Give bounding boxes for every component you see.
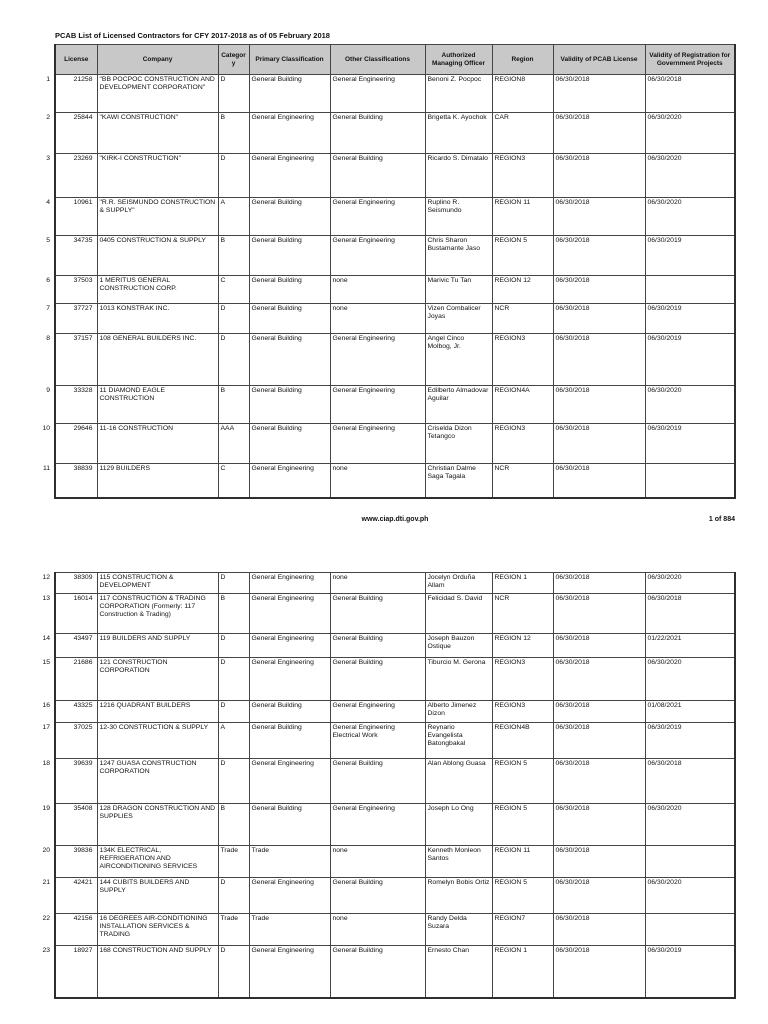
other-classifications-cell: none [330,276,425,304]
row-number-cell: 13 [39,594,55,634]
pcab-validity-cell: 06/30/2018 [553,946,645,998]
row-number-cell: 20 [39,846,55,878]
gov-validity-cell: 06/30/2018 [645,75,735,113]
managing-officer-cell: Brigetta K. Ayochok [425,113,492,154]
license-cell: 10961 [55,198,97,236]
footer-page-indicator: 1 of 884 [708,516,735,523]
license-cell: 35408 [55,804,97,846]
region-cell: REGION4B [492,723,553,759]
table-row [39,236,735,276]
row-number-cell: 10 [39,424,55,464]
pcab-validity-cell: 06/30/2018 [553,846,645,878]
primary-classification-cell: General Building [249,236,330,276]
table-row [39,846,735,878]
other-classifications-cell: General Engineering [330,236,425,276]
category-cell: D [218,634,249,658]
gov-validity-cell: 06/30/2019 [645,304,735,334]
row-number-cell: 7 [39,304,55,334]
region-cell: REGION3 [492,154,553,198]
gov-validity-cell [645,276,735,304]
region-cell: REGION 1 [492,946,553,998]
primary-classification-cell: General Engineering [249,878,330,914]
company-cell: 11 DIAMOND EAGLE CONSTRUCTION [97,386,218,424]
table-row [39,386,735,424]
category-cell: D [218,154,249,198]
region-cell: NCR [492,594,553,634]
company-cell: 168 CONSTRUCTION AND SUPPLY [97,946,218,998]
license-cell: 39836 [55,846,97,878]
row-number-cell: 19 [39,804,55,846]
region-cell: REGION 5 [492,759,553,804]
region-cell: REGION 5 [492,878,553,914]
region-cell: REGION 5 [492,804,553,846]
primary-classification-cell: General Building [249,701,330,723]
gov-validity-cell: 06/30/2020 [645,154,735,198]
gov-validity-cell [645,914,735,946]
region-cell: REGION3 [492,658,553,701]
managing-officer-cell: Ernesto Chan [425,946,492,998]
table-row [39,276,735,304]
category-cell: B [218,804,249,846]
primary-classification-cell: General Building [249,198,330,236]
primary-classification-cell: Trade [249,846,330,878]
license-cell: 38839 [55,464,97,498]
gov-validity-cell: 06/30/2019 [645,424,735,464]
primary-classification-cell: General Engineering [249,759,330,804]
table-row [39,113,735,154]
license-cell: 21258 [55,75,97,113]
other-classifications-cell: General Building [330,759,425,804]
gov-validity-cell: 06/30/2020 [645,804,735,846]
other-classifications-cell: General Building [330,658,425,701]
license-cell: 21686 [55,658,97,701]
license-cell: 18927 [55,946,97,998]
company-cell: 144 CUBITS BUILDERS AND SUPPLY [97,878,218,914]
gov-validity-cell: 06/30/2018 [645,759,735,804]
category-cell: D [218,878,249,914]
column-header-managing-officer: Authorized Managing Officer [425,45,492,75]
column-header-license: License [55,45,97,75]
table-row [39,594,735,634]
other-classifications-cell: none [330,914,425,946]
pcab-validity-cell: 06/30/2018 [553,276,645,304]
pcab-validity-cell: 06/30/2018 [553,723,645,759]
license-cell: 37025 [55,723,97,759]
table-row [39,573,735,594]
row-number-cell: 5 [39,236,55,276]
other-classifications-cell: none [330,573,425,594]
managing-officer-cell: Joseph Bauzon Ostique [425,634,492,658]
table-row [39,634,735,658]
license-cell: 42421 [55,878,97,914]
other-classifications-cell: General Building [330,594,425,634]
managing-officer-cell: Criselda Dizon Tetangco [425,424,492,464]
table-row [39,759,735,804]
region-cell: NCR [492,304,553,334]
other-classifications-cell: General Engineering [330,701,425,723]
gov-validity-cell [645,464,735,498]
license-cell: 37157 [55,334,97,386]
company-cell: 115 CONSTRUCTION & DEVELOPMENT [97,573,218,594]
license-cell: 37503 [55,276,97,304]
license-cell: 37727 [55,304,97,334]
primary-classification-cell: General Building [249,304,330,334]
managing-officer-cell: Reynario Evangelista Batongbakal [425,723,492,759]
pcab-validity-cell: 06/30/2018 [553,878,645,914]
column-header-category: Category [218,45,249,75]
category-cell: D [218,304,249,334]
primary-classification-cell: General Engineering [249,658,330,701]
pcab-validity-cell: 06/30/2018 [553,334,645,386]
region-cell: REGION3 [492,701,553,723]
other-classifications-cell: General Engineering [330,804,425,846]
managing-officer-cell: Ruplino R. Seismundo [425,198,492,236]
footer-website: www.ciap.dti.gov.ph [361,516,429,523]
gov-validity-cell: 06/30/2019 [645,334,735,386]
other-classifications-cell: General Building [330,113,425,154]
gov-validity-cell: 06/30/2020 [645,113,735,154]
category-cell: D [218,759,249,804]
row-number-cell: 18 [39,759,55,804]
category-cell: A [218,723,249,759]
row-number-cell: 22 [39,914,55,946]
row-number-cell: 21 [39,878,55,914]
column-header-primary-classification: Primary Classification [249,45,330,75]
managing-officer-cell: Ricardo S. Dimatalo [425,154,492,198]
category-cell: C [218,464,249,498]
other-classifications-cell: none [330,464,425,498]
region-cell: NCR [492,464,553,498]
primary-classification-cell: General Engineering [249,464,330,498]
primary-classification-cell: Trade [249,914,330,946]
other-classifications-cell: General Building [330,634,425,658]
table-row [39,304,735,334]
category-cell: B [218,386,249,424]
gov-validity-cell: 06/30/2019 [645,946,735,998]
gov-validity-cell: 06/30/2020 [645,878,735,914]
row-number-cell: 12 [39,573,55,594]
other-classifications-cell: General Engineering [330,334,425,386]
row-number-cell: 4 [39,198,55,236]
category-cell: Trade [218,914,249,946]
region-cell: CAR [492,113,553,154]
license-cell: 23269 [55,154,97,198]
company-cell: 16 DEGREES AIR-CONDITIONING INSTALLATION SERVICES & TRADING [97,914,218,946]
row-number-cell: 23 [39,946,55,998]
category-cell: B [218,113,249,154]
company-cell: "KIRK-I CONSTRUCTION" [97,154,218,198]
gov-validity-cell: 01/22/2021 [645,634,735,658]
primary-classification-cell: General Engineering [249,113,330,154]
table-row [39,804,735,846]
gov-validity-cell [645,846,735,878]
pcab-validity-cell: 06/30/2018 [553,573,645,594]
table-header-row [39,45,735,75]
row-number-cell: 8 [39,334,55,386]
license-cell: 39639 [55,759,97,804]
region-cell: REGION 11 [492,198,553,236]
primary-classification-cell: General Engineering [249,594,330,634]
pcab-validity-cell: 06/30/2018 [553,658,645,701]
company-cell: "R.R. SEISMUNDO CONSTRUCTION & SUPPLY" [97,198,218,236]
row-number-gutter [39,45,55,75]
company-cell: "BB POCPOC CONSTRUCTION AND DEVELOPMENT CORPORATION" [97,75,218,113]
company-cell: "KAWI CONSTRUCTION" [97,113,218,154]
contractors-table-page-2 [39,572,736,999]
managing-officer-cell: Chris Sharon Bustamante Jaso [425,236,492,276]
table-row [39,75,735,113]
company-cell: 0405 CONSTRUCTION & SUPPLY [97,236,218,276]
primary-classification-cell: General Engineering [249,946,330,998]
category-cell: A [218,198,249,236]
company-cell: 11-16 CONSTRUCTION [97,424,218,464]
row-number-cell: 6 [39,276,55,304]
primary-classification-cell: General Building [249,723,330,759]
other-classifications-cell: General Building [330,154,425,198]
gov-validity-cell: 06/30/2020 [645,658,735,701]
other-classifications-cell: General Engineering [330,198,425,236]
table-row [39,914,735,946]
table-row [39,198,735,236]
license-cell: 33328 [55,386,97,424]
row-number-cell: 14 [39,634,55,658]
other-classifications-cell: General Building [330,878,425,914]
table-row [39,464,735,498]
column-header-gov-validity: Validity of Registration for Government Projects [645,45,735,75]
gov-validity-cell: 06/30/2020 [645,198,735,236]
managing-officer-cell: Alan Ablong Guasa [425,759,492,804]
region-cell: REGION 12 [492,634,553,658]
license-cell: 29646 [55,424,97,464]
managing-officer-cell: Benoni Z. Pocpoc [425,75,492,113]
license-cell: 25844 [55,113,97,154]
table-row [39,334,735,386]
category-cell: B [218,236,249,276]
primary-classification-cell: General Engineering [249,573,330,594]
other-classifications-cell: none [330,304,425,334]
other-classifications-cell: General Engineering [330,75,425,113]
column-header-region: Region [492,45,553,75]
managing-officer-cell: Joseph Lo Ong [425,804,492,846]
row-number-cell: 16 [39,701,55,723]
row-number-cell: 3 [39,154,55,198]
region-cell: REGION 12 [492,276,553,304]
category-cell: D [218,334,249,386]
table-row [39,424,735,464]
category-cell: D [218,946,249,998]
license-cell: 16014 [55,594,97,634]
license-cell: 43497 [55,634,97,658]
primary-classification-cell: General Building [249,386,330,424]
license-cell: 38309 [55,573,97,594]
managing-officer-cell: Kenneth Monleon Santos [425,846,492,878]
company-cell: 1 MERITUS GENERAL CONSTRUCTION CORP. [97,276,218,304]
company-cell: 108 GENERAL BUILDERS INC. [97,334,218,386]
primary-classification-cell: General Building [249,334,330,386]
other-classifications-cell: General Engineering Electrical Work [330,723,425,759]
pcab-validity-cell: 06/30/2018 [553,198,645,236]
pcab-validity-cell: 06/30/2018 [553,701,645,723]
primary-classification-cell: General Engineering [249,154,330,198]
company-cell: 12-30 CONSTRUCTION & SUPPLY [97,723,218,759]
pcab-validity-cell: 06/30/2018 [553,594,645,634]
region-cell: REGION 11 [492,846,553,878]
column-header-other-classifications: Other Classifications [330,45,425,75]
other-classifications-cell: General Engineering [330,386,425,424]
company-cell: 117 CONSTRUCTION & TRADING CORPORATION (Formerly: 117 Construction & Trading) [97,594,218,634]
primary-classification-cell: General Engineering [249,634,330,658]
pcab-validity-cell: 06/30/2018 [553,804,645,846]
company-cell: 1013 KONSTRAK INC. [97,304,218,334]
company-cell: 119 BUILDERS AND SUPPLY [97,634,218,658]
row-number-cell: 9 [39,386,55,424]
gov-validity-cell: 01/08/2021 [645,701,735,723]
pcab-validity-cell: 06/30/2018 [553,75,645,113]
row-number-cell: 15 [39,658,55,701]
pcab-validity-cell: 06/30/2018 [553,154,645,198]
row-number-cell: 11 [39,464,55,498]
pcab-validity-cell: 06/30/2018 [553,113,645,154]
region-cell: REGION8 [492,75,553,113]
company-cell: 1247 GUASA CONSTRUCTION CORPORATION [97,759,218,804]
primary-classification-cell: General Building [249,75,330,113]
company-cell: 1129 BUILDERS [97,464,218,498]
pcab-validity-cell: 06/30/2018 [553,464,645,498]
company-cell: 134K ELECTRICAL, REFRIGERATION AND AIRCONDITIONING SERVICES [97,846,218,878]
column-header-pcab-validity: Validity of PCAB License [553,45,645,75]
pcab-validity-cell: 06/30/2018 [553,386,645,424]
table-row [39,946,735,998]
row-number-cell: 1 [39,75,55,113]
table-row [39,723,735,759]
company-cell: 121 CONSTRUCTION CORPORATION [97,658,218,701]
managing-officer-cell: Felicidad S. David [425,594,492,634]
company-cell: 128 DRAGON CONSTRUCTION AND SUPPLIES [97,804,218,846]
table-row [39,878,735,914]
table-row [39,658,735,701]
primary-classification-cell: General Building [249,804,330,846]
managing-officer-cell: Romelyn Bobis Ortiz [425,878,492,914]
managing-officer-cell: Randy Delda Suzara [425,914,492,946]
document-title: PCAB List of Licensed Contractors for CFY 2017-2018 as of 05 February 2018 [55,31,330,40]
category-cell: Trade [218,846,249,878]
managing-officer-cell: Edilberto Almadovar Aguilar [425,386,492,424]
region-cell: REGION3 [492,334,553,386]
gov-validity-cell: 06/30/2018 [645,594,735,634]
pcab-validity-cell: 06/30/2018 [553,236,645,276]
region-cell: REGION3 [492,424,553,464]
table-row [39,701,735,723]
region-cell: REGION4A [492,386,553,424]
managing-officer-cell: Jocelyn Orduña Allam [425,573,492,594]
other-classifications-cell: General Engineering [330,424,425,464]
managing-officer-cell: Christian Dalme Saga Tagala [425,464,492,498]
managing-officer-cell: Angel Cinco Molbog, Jr. [425,334,492,386]
other-classifications-cell: none [330,846,425,878]
pcab-validity-cell: 06/30/2018 [553,304,645,334]
pcab-validity-cell: 06/30/2018 [553,759,645,804]
column-header-company: Company [97,45,218,75]
managing-officer-cell: Alberto Jimenez Dizon [425,701,492,723]
pcab-validity-cell: 06/30/2018 [553,424,645,464]
pcab-validity-cell: 06/30/2018 [553,914,645,946]
region-cell: REGION 5 [492,236,553,276]
row-number-cell: 17 [39,723,55,759]
pcab-validity-cell: 06/30/2018 [553,634,645,658]
license-cell: 42156 [55,914,97,946]
category-cell: B [218,594,249,634]
contractors-table-page-1 [39,44,736,499]
managing-officer-cell: Vizen Combalicer Joyas [425,304,492,334]
category-cell: AAA [218,424,249,464]
category-cell: D [218,701,249,723]
region-cell: REGION7 [492,914,553,946]
category-cell: D [218,573,249,594]
license-cell: 34735 [55,236,97,276]
category-cell: D [218,75,249,113]
license-cell: 43325 [55,701,97,723]
region-cell: REGION 1 [492,573,553,594]
company-cell: 1216 QUADRANT BUILDERS [97,701,218,723]
gov-validity-cell: 06/30/2020 [645,573,735,594]
row-number-cell: 2 [39,113,55,154]
gov-validity-cell: 06/30/2019 [645,236,735,276]
category-cell: C [218,276,249,304]
page-footer [55,516,735,526]
gov-validity-cell: 06/30/2019 [645,723,735,759]
primary-classification-cell: General Building [249,276,330,304]
managing-officer-cell: Tiburcio M. Gerona [425,658,492,701]
gov-validity-cell: 06/30/2020 [645,386,735,424]
other-classifications-cell: General Building [330,946,425,998]
managing-officer-cell: Marivic Tu Tan [425,276,492,304]
table-row [39,154,735,198]
primary-classification-cell: General Building [249,424,330,464]
category-cell: D [218,658,249,701]
